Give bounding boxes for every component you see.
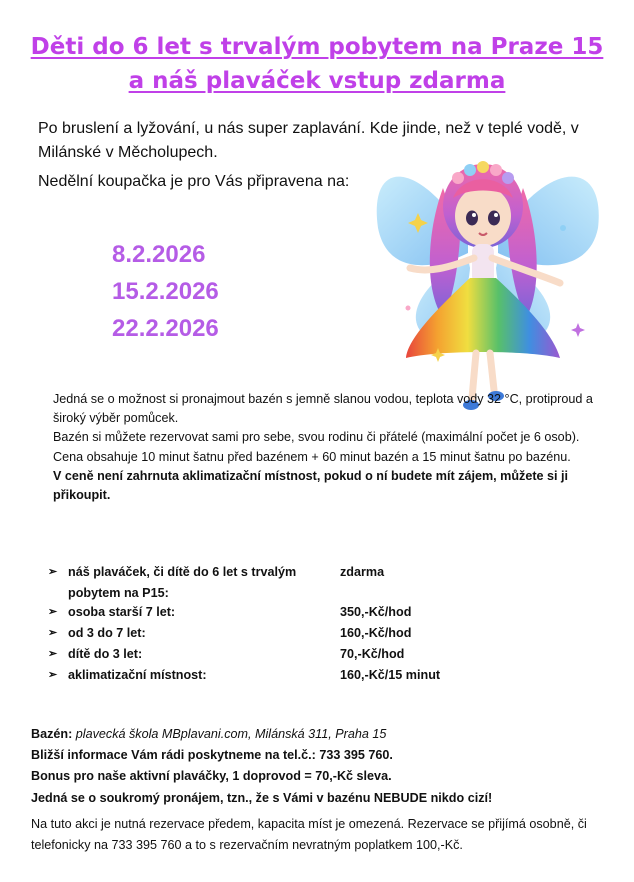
- price-item: [48, 644, 568, 665]
- arrow-bullet-icon: ➢: [48, 648, 58, 660]
- price-item: [48, 665, 568, 686]
- footer-info: [31, 724, 611, 856]
- reservation-note: Na tuto akci je nutná rezervace předem, kapacita míst je omezená. Rezervace se přijímá osobně, či telefonicky na 733 395 760 a to s rezervačním nevratným poplatkem 100,-Kč.: [31, 816, 587, 852]
- bonus-info: Bonus pro naše aktivní plaváčky, 1 doprovod = 70,-Kč sleva.: [31, 769, 392, 784]
- pool-address: plavecká škola MBplavani.com, Milánská 311, Praha 15: [75, 727, 387, 741]
- acclimatization-note: V ceně není zahrnuta aklimatizační místnost, pokud o ní budete mít zájem, můžete si ji přikoupit.: [53, 468, 569, 503]
- pool-location: [31, 724, 611, 745]
- contact-info: Bližší informace Vám rádi poskytneme na tel.č.: 733 395 760.: [31, 748, 393, 763]
- arrow-bullet-icon: ➢: [48, 669, 58, 681]
- pool-label: Bazén:: [31, 727, 73, 741]
- arrow-bullet-icon: ➢: [48, 606, 58, 618]
- price-item: [48, 602, 568, 623]
- price-value: 160,-Kč/hod: [340, 626, 412, 640]
- description-paragraph: Bazén si můžete rezervovat sami pro sebe, svou rodinu či přátelé (maximální počet je 6 osob). Cena obsahuje 10 minut šatnu před bazénem + 60 minut bazén a 15 minut šatnu po bazénu.: [53, 430, 580, 464]
- arrow-bullet-icon: ➢: [48, 566, 58, 578]
- date-item: 8.2.2026: [112, 241, 206, 268]
- description-paragraph: Jedná se o možnost si pronajmout bazén s jemně slanou vodou, teplota vody 32 °C, protiproud a široký výběr pomůcek.: [53, 392, 593, 426]
- price-value: zdarma: [340, 565, 385, 579]
- price-value: 70,-Kč/hod: [340, 647, 405, 661]
- price-item: [48, 562, 568, 602]
- price-value: 160,-Kč/15 minut: [340, 668, 441, 682]
- arrow-bullet-icon: ➢: [48, 627, 58, 639]
- price-list: [48, 562, 568, 686]
- intro-text: Po bruslení a lyžování, u nás super zaplavání. Kde jinde, než v teplé vodě, v Milánské v Měcholupech.: [38, 120, 579, 161]
- date-list: [112, 236, 219, 347]
- price-value: 350,-Kč/hod: [340, 605, 412, 619]
- price-label: dítě do 3 let:: [68, 647, 143, 661]
- price-label: od 3 do 7 let:: [68, 626, 146, 640]
- date-item: 22.2.2026: [112, 315, 219, 342]
- private-rental-info: Jedná se o soukromý pronájem, tzn., že s Vámi v bazénu NEBUDE nikdo cizí!: [31, 790, 493, 805]
- page-title-line-1: Děti do 6 let s trvalým pobytem na Praze 15: [30, 34, 604, 60]
- page-title-line-2: a náš plaváček vstup zdarma: [128, 68, 506, 94]
- intro-schedule-text: Nedělní koupačka je pro Vás připravena na:: [38, 173, 350, 190]
- pool-description: [53, 390, 608, 505]
- price-label: osoba starší 7 let:: [68, 605, 176, 619]
- date-item: 15.2.2026: [112, 278, 219, 305]
- fairy-illustration: [348, 118, 618, 424]
- price-label: aklimatizační místnost:: [68, 668, 207, 682]
- price-item: [48, 623, 568, 644]
- price-label: náš plaváček, či dítě do 6 let s trvalým pobytem na P15:: [68, 565, 297, 600]
